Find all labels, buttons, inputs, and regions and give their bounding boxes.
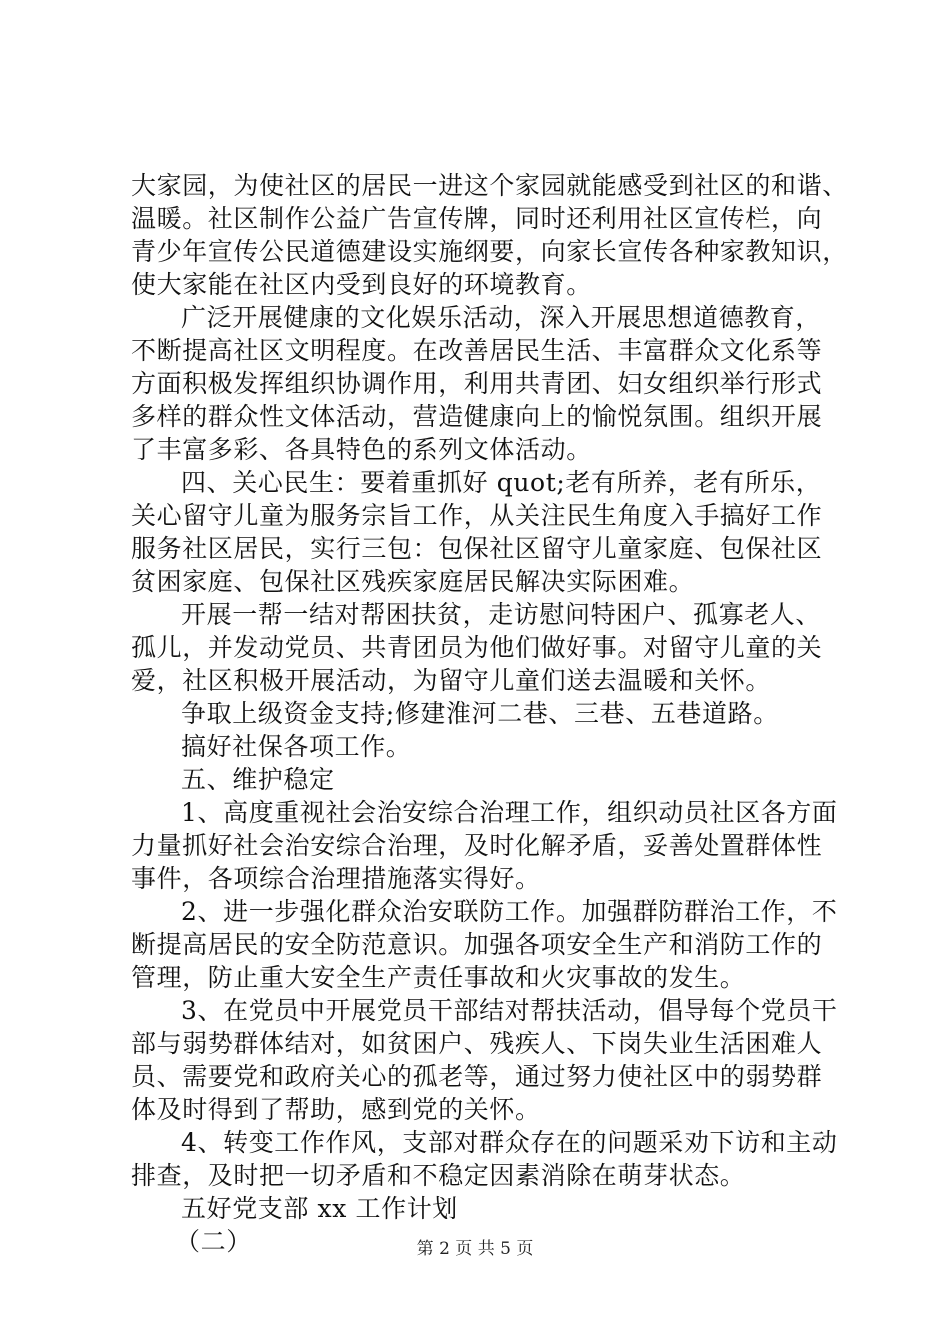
text-line: 2、进一步强化群众治安联防工作。加强群防群治工作，不 xyxy=(181,897,838,926)
text-line: 关心留守儿童为服务宗旨工作，从关注民生角度入手搞好工作 xyxy=(131,501,823,530)
text-line: 使大家能在社区内受到良好的环境教育。 xyxy=(131,270,592,299)
text-line: 大家园，为使社区的居民一进这个家园就能感受到社区的和谐、 xyxy=(131,171,848,200)
text-line: 四、关心民生：要着重抓好 quot;老有所养，老有所乐， xyxy=(181,468,822,497)
text-line: 青少年宣传公民道德建设实施纲要，向家长宣传各种家教知识， xyxy=(131,237,848,266)
text-line: 方面积极发挥组织协调作用，利用共青团、妇女组织举行形式 xyxy=(131,369,823,398)
text-line: 温暖。社区制作公益广告宣传牌，同时还利用社区宣传栏，向 xyxy=(131,204,823,233)
section-subheading: （二） xyxy=(175,1227,252,1256)
section-heading: 五好党支部 xx 工作计划 xyxy=(181,1194,458,1223)
text-line: 断提高居民的安全防范意识。加强各项安全生产和消防工作的 xyxy=(131,930,823,959)
text-line: 力量抓好社会治安综合治理，及时化解矛盾，妥善处置群体性 xyxy=(131,831,823,860)
text-line: 管理，防止重大安全生产责任事故和火灾事故的发生。 xyxy=(131,963,746,992)
text-line: 搞好社保各项工作。 xyxy=(181,732,412,761)
text-line: 广泛开展健康的文化娱乐活动，深入开展思想道德教育， xyxy=(181,303,822,332)
text-line: 不断提高社区文明程度。在改善居民生活、丰富群众文化系等 xyxy=(131,336,823,365)
text-line: 1、高度重视社会治安综合治理工作，组织动员社区各方面 xyxy=(181,798,838,827)
text-line: 多样的群众性文体活动，营造健康向上的愉悦氛围。组织开展 xyxy=(131,402,823,431)
page-number: 第 2 页 共 5 页 xyxy=(416,1239,534,1259)
text-line: 开展一帮一结对帮困扶贫，走访慰问特困户、孤寡老人、 xyxy=(181,600,822,629)
section-heading: 五、维护稳定 xyxy=(181,765,335,794)
text-line: 贫困家庭、包保社区残疾家庭居民解决实际困难。 xyxy=(131,567,695,596)
text-line: 服务社区居民，实行三包：包保社区留守儿童家庭、包保社区 xyxy=(131,534,823,563)
text-line: 4、转变工作作风，支部对群众存在的问题采劝下访和主动 xyxy=(181,1128,838,1157)
text-line: 3、在党员中开展党员干部结对帮扶活动，倡导每个党员干 xyxy=(181,996,838,1025)
text-line: 事件，各项综合治理措施落实得好。 xyxy=(131,864,541,893)
text-line: 爱，社区积极开展活动，为留守儿童们送去温暖和关怀。 xyxy=(131,666,772,695)
text-line: 孤儿，并发动党员、共青团员为他们做好事。对留守儿童的关 xyxy=(131,633,823,662)
text-line: 排查，及时把一切矛盾和不稳定因素消除在萌芽状态。 xyxy=(131,1161,746,1190)
text-line: 部与弱势群体结对，如贫困户、残疾人、下岗失业生活困难人 xyxy=(131,1029,823,1058)
text-line: 体及时得到了帮助，感到党的关怀。 xyxy=(131,1095,541,1124)
text-line: 争取上级资金支持;修建淮河二巷、三巷、五巷道路。 xyxy=(181,699,779,728)
text-line: 了丰富多彩、各具特色的系列文体活动。 xyxy=(131,435,592,464)
text-line: 员、需要党和政府关心的孤老等，通过努力使社区中的弱势群 xyxy=(131,1062,823,1091)
